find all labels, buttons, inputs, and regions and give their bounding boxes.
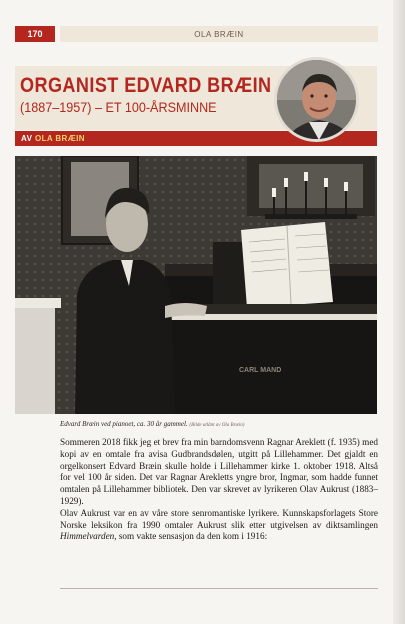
- piano-brand-label: CARL MAND: [239, 367, 282, 374]
- article-title: ORGANIST EDVARD BRÆIN: [20, 74, 272, 97]
- paragraph-2-part-b: , som vakte sensasjon da den kom i 1916:: [114, 531, 268, 542]
- photo-credit: (Bilde utlånt av Ola Bræin): [189, 423, 245, 428]
- piano-photo-illustration: [15, 156, 377, 414]
- page-edge: [393, 0, 405, 624]
- author-portrait: [274, 57, 359, 142]
- photo-caption: [60, 420, 378, 428]
- footer-rule: [60, 588, 378, 589]
- book-title: Himmelvarden: [60, 531, 115, 542]
- body-paragraph-1: Sommeren 2018 fikk jeg et brev fra min barndomsvenn Ragnar Areklett (f. 1935) med kopi av en omtale fra avisa Gudbrandsdølen, utgitt på Lillehammer. Det gjaldt en orgelkonsert Edvard Bræin skulle holde i Lillehammer kirke 1. oktober 1918. Altså for vel 100 år siden. Det var Ragnar Arekletts yngre bror, Ingmar, som hadde funnet omtalen på Lillehammer bibliotek. Den var skrevet av lyrikeren Olav Aukrust (1883–1929).: [60, 437, 378, 506]
- article-subtitle: (1887–1957) – ET 100-ÅRSMINNE: [20, 99, 217, 115]
- running-head: OLA BRÆIN: [60, 26, 378, 42]
- article-body: [60, 437, 378, 543]
- paragraph-2-part-a: Olav Aukrust var en av våre store senromantiske lyrikere. Kunnskapsforlagets Store Norske leksikon fra 1990 omtaler Aukrust slik etter utgivelsen av diktsamlingen: [60, 507, 378, 530]
- body-paragraph-2: [60, 508, 378, 543]
- byline-name: OLA BRÆIN: [34, 134, 85, 143]
- page-number: 170: [15, 26, 55, 42]
- byline-prefix: AV: [21, 134, 33, 143]
- historical-photo: [15, 156, 377, 414]
- caption-text: Edvard Bræin ved pianoet, ca. 30 år gammel.: [60, 420, 188, 428]
